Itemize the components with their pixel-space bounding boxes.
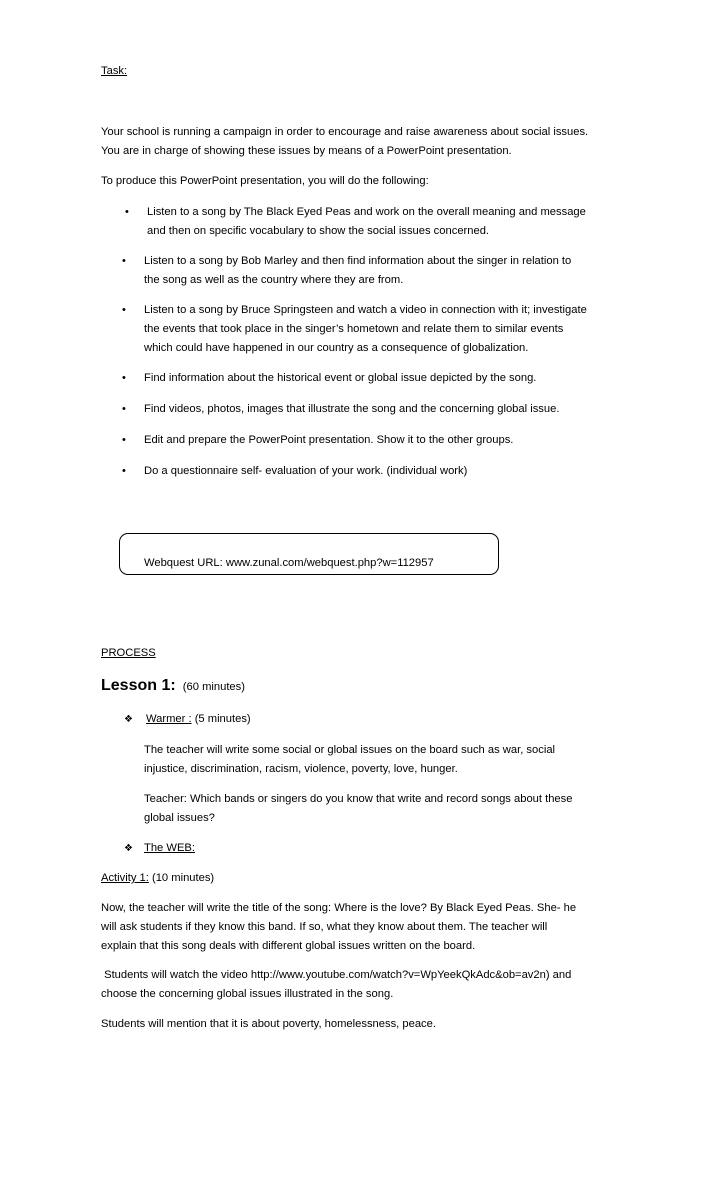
activity-p1-line-1: Now, the teacher will write the title of the song: Where is the love? By Black Eyed Peas. She- he xyxy=(101,902,577,914)
task-item-4-line-1: Find information about the historical event or global issue depicted by the song. xyxy=(144,372,537,384)
activity-heading xyxy=(101,869,214,888)
bullet-marker: • xyxy=(122,372,126,384)
bullet-marker: • xyxy=(122,434,126,446)
diamond-bullet-icon: ❖ xyxy=(124,714,133,725)
diamond-bullet-icon: ❖ xyxy=(124,843,133,854)
task-item-3-line-2: the events that took place in the singer’s hometown and relate them to similar events xyxy=(144,323,564,335)
warmer-p2-line-2: global issues? xyxy=(144,812,215,824)
task-item-3-line-3: which could have happened in our country as a consequence of globalization. xyxy=(144,342,529,354)
webquest-url: Webquest URL: www.zunal.com/webquest.php?w=112957 xyxy=(144,557,434,569)
task-item-1-line-2: and then on specific vocabulary to show the social issues concerned. xyxy=(147,225,490,237)
task-lead: To produce this PowerPoint presentation, you will do the following: xyxy=(101,175,429,187)
lesson-title: Lesson 1: xyxy=(101,677,176,694)
warmer-p1-line-2: injustice, discrimination, racism, violence, poverty, love, hunger. xyxy=(144,763,458,775)
web-label: The WEB: xyxy=(144,842,195,854)
task-item-3-line-1: Listen to a song by Bruce Springsteen and watch a video in connection with it; investigate xyxy=(144,304,587,316)
bullet-marker: • xyxy=(122,255,126,267)
warmer-heading xyxy=(146,710,251,729)
bullet-marker: • xyxy=(122,465,126,477)
lesson-heading xyxy=(101,676,245,697)
activity-p2-line-1: Students will watch the video http://www.youtube.com/watch?v=WpYeekQkAdc&ob=av2n) and xyxy=(101,969,572,981)
activity-p1-line-2: will ask students if they know this band. If so, what they know about them. The teacher will xyxy=(101,921,548,933)
process-heading: PROCESS xyxy=(101,647,156,659)
warmer-p2-line-1: Teacher: Which bands or singers do you know that write and record songs about these xyxy=(144,793,573,805)
warmer-label: Warmer : xyxy=(146,713,192,725)
task-intro-line-1: Your school is running a campaign in order to encourage and raise awareness about social issues. xyxy=(101,126,589,138)
task-intro-line-2: You are in charge of showing these issues by means of a PowerPoint presentation. xyxy=(101,145,512,157)
bullet-marker: • xyxy=(125,206,129,218)
task-item-5-line-1: Find videos, photos, images that illustrate the song and the concerning global issue. xyxy=(144,403,560,415)
warmer-duration: (5 minutes) xyxy=(194,713,251,725)
task-item-1-line-1: Listen to a song by The Black Eyed Peas and work on the overall meaning and message xyxy=(147,206,586,218)
activity-label: Activity 1: xyxy=(101,872,149,884)
activity-duration: (10 minutes) xyxy=(151,872,215,884)
warmer-p1-line-1: The teacher will write some social or global issues on the board such as war, social xyxy=(144,744,556,756)
task-item-2-line-1: Listen to a song by Bob Marley and then find information about the singer in relation to xyxy=(144,255,572,267)
activity-p2-line-2: choose the concerning global issues illustrated in the song. xyxy=(101,988,394,1000)
task-item-6-line-1: Edit and prepare the PowerPoint presentation. Show it to the other groups. xyxy=(144,434,514,446)
activity-p1-line-3: explain that this song deals with different global issues written on the board. xyxy=(101,940,476,952)
task-item-2-line-2: the song as well as the country where they are from. xyxy=(144,274,404,286)
task-item-7-line-1: Do a questionnaire self- evaluation of your work. (individual work) xyxy=(144,465,468,477)
bullet-marker: • xyxy=(122,403,126,415)
bullet-marker: • xyxy=(122,304,126,316)
lesson-duration: (60 minutes) xyxy=(182,681,245,693)
task-heading: Task: xyxy=(101,65,128,77)
activity-p3: Students will mention that it is about poverty, homelessness, peace. xyxy=(101,1018,436,1030)
